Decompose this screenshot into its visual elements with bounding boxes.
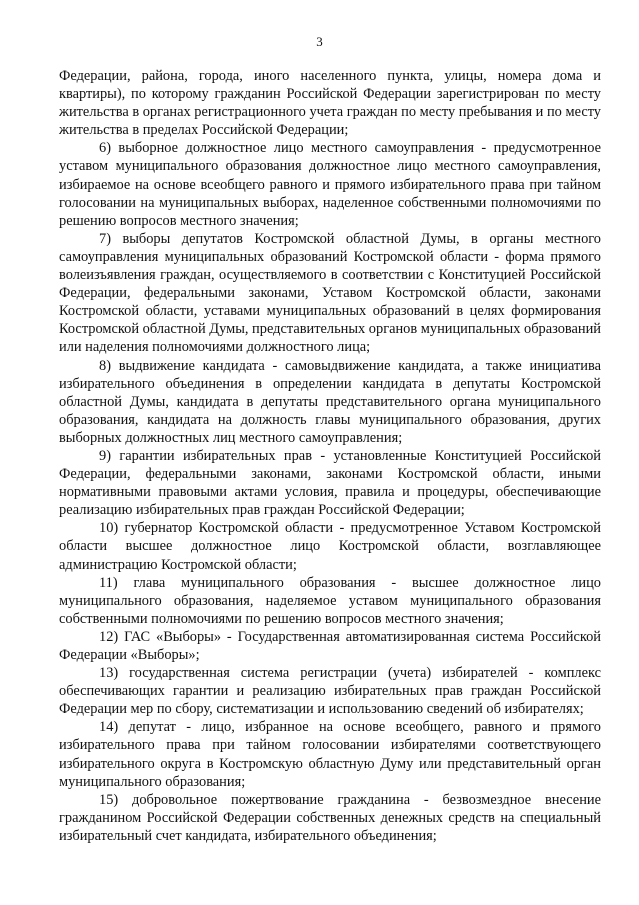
paragraph-item-11: 11) глава муниципального образования - высшее должностное лицо муниципального образования, наделяемое уставом муниципального образования собственными полномочиями по решению вопросов местного значения; bbox=[59, 574, 601, 627]
paragraph-item-15: 15) добровольное пожертвование гражданина - безвозмездное внесение гражданином Российской Федерации собственных денежных средств на специальный избирательный счет кандидата, избирательного объединения; bbox=[59, 791, 601, 844]
paragraph-item-10: 10) губернатор Костромской области - предусмотренное Уставом Костромской области высшее должностное лицо Костромской области, возглавляющее администрацию Костромской области; bbox=[59, 520, 601, 573]
page-number: 3 bbox=[316, 34, 323, 49]
paragraph-item-13: 13) государственная система регистрации (учета) избирателей - комплекс обеспечивающих гарантии и реализацию избирательных прав граждан Российской Федерации мер по сбору, систематизации и использованию сведений об избирателях; bbox=[59, 665, 601, 718]
paragraph-item-8: 8) выдвижение кандидата - самовыдвижение кандидата, а также инициатива избирательного объединения в определении кандидата в депутаты Костромской областной Думы, кандидата в депутаты представительного органа муниципального образования, кандидата на должность главы муниципального образования, других выборных должностных лиц местного самоуправления; bbox=[59, 357, 601, 446]
paragraph-continuation: Федерации, района, города, иного населенного пункта, улицы, номера дома и квартиры), по которому гражданин Российской Федерации зарегистрирован по месту жительства в органах регистрационного учета граждан по месту пребывания и по месту жительства в пределах Российской Федерации; bbox=[59, 68, 601, 139]
paragraph-item-7: 7) выборы депутатов Костромской областной Думы, в органы местного самоуправления муниципальных образований Костромской области - форма прямого волеизъявления граждан, осуществляемого в соответствии с Конституцией Российской Федерации, федеральными законами, Уставом Костромской области, законами Костромской области, уставами муниципальных образований в целях формирования Костромской областной Думы, представительных органов муниципальных образований или наделения полномочиями должностного лица; bbox=[59, 230, 601, 356]
paragraph-item-14: 14) депутат - лицо, избранное на основе всеобщего, равного и прямого избирательного права при тайном голосовании избирателями соответствующего избирательного округа в Костромскую областную Думу или представительный орган муниципального образования; bbox=[59, 719, 601, 790]
document-body bbox=[59, 67, 601, 845]
paragraph-item-6: 6) выборное должностное лицо местного самоуправления - предусмотренное уставом муниципального образования должностное лицо местного самоуправления, избираемое на основе всеобщего равного и прямого избирательного права при тайном голосовании на муниципальных выборах, наделенное собственными полномочиями по решению вопросов местного значения; bbox=[59, 140, 601, 229]
paragraph-item-9: 9) гарантии избирательных прав - установленные Конституцией Российской Федерации, федеральными законами, законами Костромской области, иными нормативными правовыми актами условия, правила и процедуры, обеспечивающие реализацию избирательных прав граждан Российской Федерации; bbox=[59, 447, 601, 519]
paragraph-item-12: 12) ГАС «Выборы» - Государственная автоматизированная система Российской Федерации «Выборы»; bbox=[59, 628, 601, 663]
